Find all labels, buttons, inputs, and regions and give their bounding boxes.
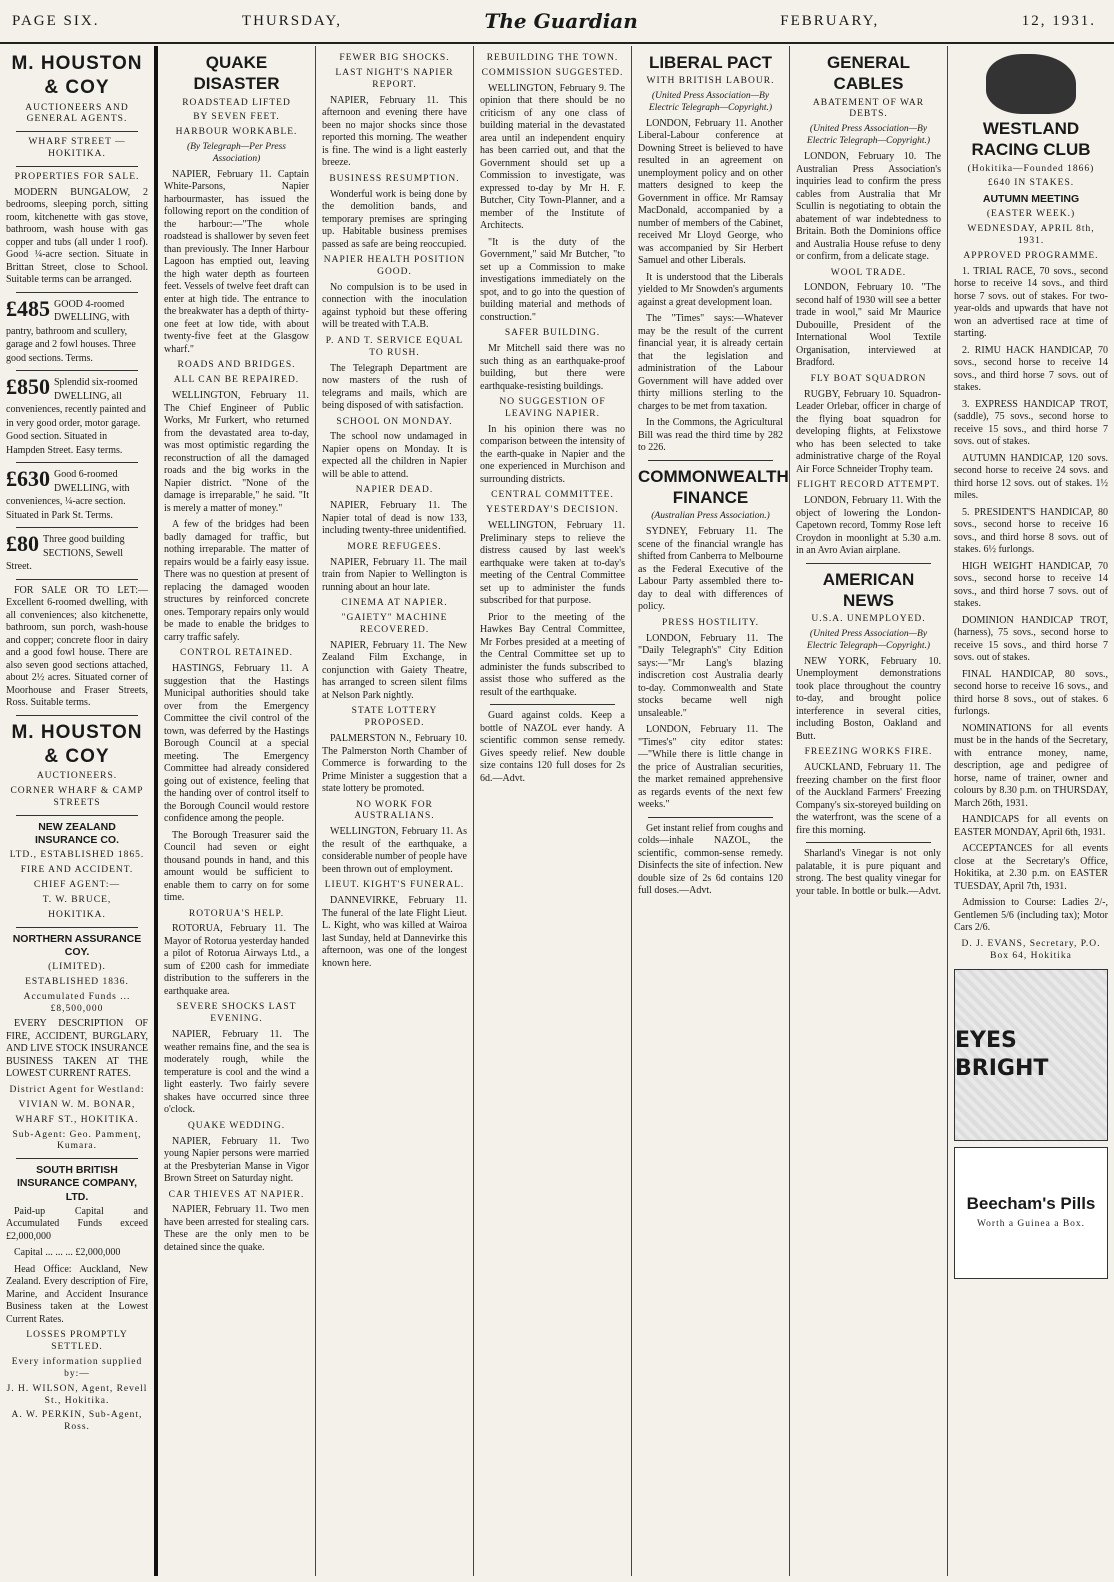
divider — [806, 563, 931, 564]
thieves-heading: CAR THIEVES AT NAPIER. — [168, 1189, 305, 1200]
byline: (Australian Press Association.) — [651, 511, 770, 522]
houston-title-2: M. HOUSTON & COY — [11, 721, 143, 767]
modern-bungalow-ad: MODERN BUNGALOW, 2 bedrooms, sleeping porch, sitting room, kitchenette with gas stove, bathroom, wash house with gas copper and tubs (all under 1 roof). Good ¼-acre section. Situate in Brittan Street, close to School. Suitable terms can be arranged. — [6, 186, 148, 286]
listing-80 — [6, 533, 148, 574]
handicaps: HANDICAPS for all events on EASTER MONDAY, April 6th, 1931. — [954, 814, 1108, 838]
wedding-heading: QUAKE WEDDING. — [187, 1120, 286, 1131]
liberal-pact-headline: LIBERAL PACT — [648, 53, 773, 72]
article-paragraph: WELLINGTON, February 11. As the result of the earthquake, a considerable number of people have been thrown out of employment. — [322, 826, 467, 875]
article-paragraph: HASTINGS, February 11. A suggestion that the Hastings Municipal authorities should take over from the Emergency Committee the civil control of the town, was deferred by the Hastings Borough Council at a special meeting. The Emergency Committee had already considered going out of existence, feeling that the handing over of control itself to the Borough Council would restore confidence among the people. — [164, 663, 309, 824]
divider — [16, 131, 138, 132]
byline: (United Press Association—By Electric Telegraph—Copyright.) — [806, 124, 931, 147]
nz-insurance-title: NEW ZEALAND INSURANCE CO. — [34, 821, 119, 847]
column-quake-disaster — [158, 46, 316, 1576]
nz-established: LTD., ESTABLISHED 1865. — [9, 850, 145, 861]
article-paragraph: LONDON, February 10. "The second half of 1930 will see a better trade in wool," said Mr Maurice Dubouille, President of the International Wool Textile Organisation, interviewed at Bradford. — [796, 282, 941, 369]
quake-headline: QUAKE DISASTER — [193, 53, 280, 94]
heading: SAFER BUILDING. — [504, 328, 601, 339]
article-paragraph: NAPIER, February 11. Two men have been arrested for stealing cars. These are the only men to be detained since the quake. — [164, 1204, 309, 1253]
race-entry: 3. EXPRESS HANDICAP TROT, (saddle), 75 sovs., second horse to receive 15 sovs., and third horse 7 sovs. out of stakes. — [954, 398, 1108, 448]
race-entry: FINAL HANDICAP, 80 sovs., second horse to receive 16 sovs., and third horse 8 sovs., out of stakes. 6 furlongs. — [954, 668, 1108, 718]
heading: REBUILDING THE TOWN. — [486, 53, 619, 63]
heading: FLIGHT RECORD ATTEMPT. — [797, 480, 940, 491]
heading: MORE REFUGEES. — [347, 541, 442, 552]
heading: COMMISSION SUGGESTED. — [481, 67, 624, 78]
agent-bruce: T. W. BRUCE, — [42, 894, 112, 905]
article-paragraph: WELLINGTON, February 9. The opinion that there should be no criticism of any one class of building material in the devastated area until an independent enquiry has been carried out, and that the Government should set up a Commission to investigate, was expressed to-day by Mr H. F. Butcher, City Town-Planner, and a member of the Institute of Architects. — [480, 82, 625, 232]
article-paragraph: WELLINGTON, February 11. The Chief Engineer of Public Works, Mr Furkert, who returned from the devastated area to-day, was most optimistic regarding the reconstruction of all the damaged roads and the big works in the Napier district. "None of the damage is irreparable," he said. "It is merely a matter of money." — [164, 390, 309, 514]
heading: FREEZING WORKS FIRE. — [804, 747, 933, 758]
racing-club-title: WESTLAND RACING CLUB — [971, 119, 1091, 160]
divider — [16, 815, 138, 816]
heading: STATE LOTTERY PROPOSED. — [351, 706, 438, 729]
article-paragraph: Wonderful work is being done by the demolition bands, and temporary premises are springing up. Habitable business premises passed as safe are being reoccupied. — [322, 188, 467, 250]
eyes-bright-title: EYES BRIGHT — [955, 1028, 1049, 1081]
heading: YESTERDAY'S DECISION. — [486, 505, 619, 516]
price-80: £80 — [6, 531, 39, 557]
rotorua-heading: ROTORUA'S HELP. — [188, 908, 285, 919]
heading: SCHOOL ON MONDAY. — [336, 416, 453, 427]
nazol-ad: Guard against colds. Keep a bottle of NAZOL ever handy. A scientific common sense remedy. Gives speedy relief. New double size contains 120 full doses for 2s 6d.—Advt. — [480, 710, 625, 784]
houston-title: M. HOUSTON & COY — [11, 53, 143, 98]
beechams-title: Beecham's Pills — [966, 1194, 1096, 1214]
auctioneers: AUCTIONEERS. — [36, 771, 118, 782]
heading: LAST NIGHT'S NAPIER REPORT. — [335, 67, 454, 90]
general-cables-headline: GENERAL CABLES — [826, 53, 911, 94]
heading: "GAIETY" MACHINE RECOVERED. — [341, 613, 448, 635]
article-paragraph: No compulsion is to be used in connection with the inoculation against typhoid but these offering will be treated with T.A.B. — [322, 281, 467, 331]
agent-wilson: J. H. WILSON, Agent, Revell St., Hokitika. — [6, 1383, 148, 1406]
column-advertisements — [0, 46, 158, 1576]
divider — [16, 370, 138, 371]
sharland-ad: Sharland's Vinegar is not only palatable, it is pure piquant and strong. The best quality vinegar for your table. In bottle or bulk.—Advt. — [796, 848, 941, 897]
properties-heading: PROPERTIES FOR SALE. — [14, 172, 140, 182]
severe-heading: SEVERE SHOCKS LAST EVENING. — [176, 1002, 297, 1025]
text-630: Good 6-roomed DWELLING, with conveniences, ¼-acre section. Situated in Park St. Terms. — [6, 469, 130, 521]
south-british-title: SOUTH BRITISH INSURANCE COMPANY, LTD. — [17, 1164, 137, 1203]
beechams-slogan: Worth a Guinea a Box. — [976, 1219, 1086, 1230]
northern-assurance-title: NORTHERN ASSURANCE COY. — [12, 932, 142, 958]
text-485: GOOD 4-roomed DWELLING, with pantry, bathroom and scullery, garage and 2 fowl houses. Three good sections. Terms. — [6, 298, 136, 364]
heading: NO WORK FOR AUSTRALIANS. — [354, 799, 435, 822]
divider — [16, 927, 138, 928]
article-paragraph: The "Times" says:—Whatever may be the result of the current financial year, it is already certain that the legislation and administration of the Labour Government will have added over thirty millions sterling to the charges to be met from taxation. — [638, 313, 783, 412]
secretary: D. J. EVANS, Secretary, P.O. Box 64, Hokitika — [961, 938, 1101, 961]
divider — [16, 527, 138, 528]
divider — [648, 460, 773, 461]
race-entry: DOMINION HANDICAP TROT, (harness), 75 sovs., second horse to receive 15 sovs., and third horse 7 sovs. out of stakes. — [954, 614, 1108, 664]
subheading: WITH BRITISH LABOUR. — [646, 76, 775, 87]
page-number: PAGE SIX. — [12, 12, 100, 29]
article-paragraph: SYDNEY, February 11. The scene of the financial wrangle has shifted from Canberra to Melbourne as the Federal Executive of the Labour Party assembled there to-day to deal with differences of policy. — [638, 526, 783, 613]
article-paragraph: NEW YORK, February 10. Unemployment demonstrations took place throughout the country to-day, and brought police interference in several cities, including Boston, Oakland and Butt. — [796, 655, 941, 742]
racehorse-illustration-icon — [986, 54, 1076, 114]
info-supplied: Every information supplied by:— — [11, 1356, 143, 1379]
quake-sub3: HARBOUR WORKABLE. — [175, 127, 298, 138]
corner-streets: CORNER WHARF & CAMP STREETS — [10, 786, 144, 809]
founded: (Hokitika—Founded 1866) — [967, 163, 1095, 174]
control-heading: CONTROL RETAINED. — [180, 648, 293, 659]
race-entry: 2. RIMU HACK HANDICAP, 70 sovs., second horse to receive 14 sovs., and third horse 7 sovs. out of stakes. — [954, 344, 1108, 394]
acceptances: ACCEPTANCES for all events close at the Secretary's Office, Hokitika, at 2.30 p.m. on EASTER TUESDAY, April 7th, 1931. — [954, 843, 1108, 892]
beechams-pills-ad — [954, 1147, 1108, 1279]
sub-agent: Sub-Agent: Geo. Pammenţ, Kumara. — [12, 1129, 142, 1152]
article-paragraph: Mr Mitchell said there was no such thing as an earthquake-proof building, but there were earthquake-resisting buildings. — [480, 343, 625, 392]
article-paragraph: LONDON, February 11. With the object of lowering the London-Capetown record, Tommy Rose left Croydon in moonlight at 5.30 a.m. in an Avro Avian airplane. — [796, 495, 941, 557]
heading: WOOL TRADE. — [830, 267, 907, 278]
subheading: ABATEMENT OF WAR DEBTS. — [812, 97, 925, 120]
heading: LIEUT. KIGHT'S FUNERAL. — [324, 880, 465, 891]
every-description: EVERY DESCRIPTION OF FIRE, ACCIDENT, BURGLARY, AND LIVE STOCK INSURANCE BUSINESS TAKEN AT THE LOWEST CURRENT RATES. — [6, 1018, 148, 1080]
heading: U.S.A. UNEMPLOYED. — [811, 614, 926, 625]
masthead-month: FEBRUARY, — [780, 12, 880, 29]
masthead-date: 12, 1931. — [1021, 12, 1096, 29]
race-entry: AUTUMN HANDICAP, 120 sovs. second horse to receive 24 sovs. and third horse 12 sovs. out of stakes. 1½ miles. — [954, 452, 1108, 502]
wharf-st-hokitika: WHARF ST., HOKITIKA. — [15, 1114, 139, 1125]
article-paragraph: RUGBY, February 10. Squadron-Leader Orlebar, officer in charge of the flying boat squadron for developing flights, at Felixstowe who has been selected to take administrative charge of the Royal Air Force Schneider Trophy team. — [796, 388, 941, 475]
article-paragraph: Prior to the meeting of the Hawkes Bay Central Committee, Mr Forbes presided at a meeting of the Central Committee set up to administer the funds subscribed to assist those who suffered as the result of the earthquake. — [480, 611, 625, 698]
byline: (United Press Association—By Electric Telegraph—Copyright.) — [648, 91, 773, 113]
fire-accident: FIRE AND ACCIDENT. — [20, 865, 134, 876]
heading: CENTRAL COMMITTEE. — [491, 490, 614, 501]
losses-settled: LOSSES PROMPTLY SETTLED. — [26, 1330, 128, 1352]
wharf-street: WHARF STREET — HOKITIKA. — [28, 137, 126, 160]
column-napier-reports — [316, 46, 474, 1576]
divider — [16, 579, 138, 580]
listing-850 — [6, 376, 148, 457]
masthead-day: THURSDAY, — [241, 12, 343, 29]
capital: Capital ... ... ... £2,000,000 — [14, 1247, 121, 1259]
divider — [806, 842, 931, 843]
eyes-bright-ad — [954, 969, 1108, 1141]
heading: PRESS HOSTILITY. — [661, 617, 760, 628]
admission: Admission to Course: Ladies 2/-, Gentlemen 5/6 (including tax); Motor Cars 2/6. — [954, 897, 1108, 934]
accumulated-funds: Accumulated Funds ... £8,500,000 — [23, 991, 131, 1014]
divider — [16, 715, 138, 716]
divider — [16, 462, 138, 463]
column-racing-club — [948, 46, 1114, 1576]
article-paragraph: NAPIER, February 11. The mail train from Napier to Wellington is running about an hour late. — [322, 556, 467, 593]
for-sale-ad: FOR SALE OR TO LET:—Excellent 6-roomed dwelling, with all conveniences; also kitchenette, bathroom, sun porch, wash-house and copper; concrete floor in dairy and a good fowl house. There are also seven good sections attached, about 2½ acres. Situated corner of Moorhouse and Fraser Streets, Ross. Suitable terms. — [6, 584, 148, 709]
nominations: NOMINATIONS for all events must be in the hands of the Secretary, with entrance money, name, description, age and pedigree of horse, name of trainer, owner and colours by 8.30 p.m. on THURSDAY, March 26th, 1931. — [954, 722, 1108, 809]
article-paragraph: A few of the bridges had been badly damaged for traffic, but nothing irreparable. The matter of repairs would be a fairly easy issue. There was no question at present of replacing the damaged wooden structures by reinforced concrete ones. Temporary repairs only would be made to enable the bridges to carry traffic safely. — [164, 519, 309, 643]
masthead — [0, 0, 1114, 44]
article-paragraph: AUCKLAND, February 11. The freezing chamber on the first floor of the Auckland Farmers' Freezing Company's six-storeyed building on the waterfront, was the scene of a fire this morning. — [796, 762, 941, 836]
column-liberal-pact — [632, 46, 790, 1576]
northern-established: ESTABLISHED 1836. — [25, 976, 129, 987]
article-paragraph: In the Commons, the Agricultural Bill was read the third time by 282 to 226. — [638, 417, 783, 454]
column-general-cables — [790, 46, 948, 1576]
heading: NAPIER HEALTH POSITION GOOD. — [323, 255, 466, 277]
divider — [648, 817, 773, 818]
article-paragraph: LONDON, February 10. The Australian Press Association's inquiries lead to confirm the press cables from Australia that Mr Scullin is negotiating to obtain the abatement of war indebtedness to Britain. Both the Dominions office and Australia House refuse to deny or confirm, from a delicate stage. — [796, 151, 941, 262]
race-entry: HIGH WEIGHT HANDICAP, 70 sovs., second horse to receive 14 sovs., and third horse 7 sovs. out of stakes. — [954, 560, 1108, 610]
divider — [16, 1158, 138, 1159]
northern-limited: (LIMITED). — [48, 961, 106, 972]
price-850: £850 — [6, 374, 50, 400]
article-paragraph: LONDON, February 11. Another Liberal-Labour conference at Downing Street is believed to have resulted in an agreement on unemployment policy and on other matters designed to keep the Government in office. Mr Ramsay MacDonald, accompanied by a number of members of the Cabinet, received Mr Lloyd George, who was accompanied by Sir Herbert Samuel and other Liberals. — [638, 117, 783, 267]
text-80: Three good building SECTIONS, Sewell Street. — [6, 534, 125, 573]
autumn-meeting: AUTUMN MEETING — [982, 193, 1080, 206]
heading: P. AND T. SERVICE EQUAL TO RUSH. — [325, 335, 464, 358]
article-paragraph: LONDON, February 11. The "Daily Telegraph's" City Edition says:—"Mr Lang's blazing indiscretion cost Australia dearly to-day. Commonwealth and State stocks became well nigh unsaleable." — [638, 632, 783, 719]
page-columns — [0, 46, 1114, 1576]
divider — [16, 166, 138, 167]
houston-subtitle: AUCTIONEERS AND GENERAL AGENTS. — [25, 102, 129, 125]
commonwealth-finance-headline: COMMONWEALTH FINANCE — [638, 466, 789, 508]
heading: BUSINESS RESUMPTION. — [329, 173, 460, 184]
heading: FEWER BIG SHOCKS. — [339, 53, 450, 63]
column-rebuilding — [474, 46, 632, 1576]
byline: (United Press Association—By Electric Telegraph—Copyright.) — [806, 629, 931, 651]
divider — [16, 292, 138, 293]
stakes: £640 IN STAKES. — [987, 178, 1075, 189]
agent-perkin: A. W. PERKIN, Sub-Agent, Ross. — [11, 1410, 143, 1433]
nazol-ad-2: Get instant relief from coughs and colds—inhale NAZOL, the scientific, common-sense remedy. Disinfects the site of infection. New double size of 2s 6d contains 120 full doses.—Advt. — [638, 822, 783, 897]
heading: FLY BOAT SQUADRON — [810, 373, 927, 384]
text-850: Splendid six-roomed DWELLING, all conveniences, recently painted and in very good order, motor garage. Good section. Situated in Hampden Street. Easy terms. — [6, 377, 146, 456]
article-paragraph: NAPIER, February 11. The Napier total of dead is now 133, including twenty-three unidentified. — [322, 500, 467, 537]
article-paragraph: PALMERSTON N., February 10. The Palmerston North Chamber of Commerce is forwarding to the Prime Minister a suggestion that a state lottery be promoted. — [322, 733, 467, 794]
paid-up-capital: Paid-up Capital and Accumulated Funds exceed £2,000,000 — [6, 1205, 148, 1242]
heading: NO SUGGESTION OF LEAVING NAPIER. — [499, 397, 606, 419]
byline: (By Telegraph—Per Press Association) — [186, 142, 287, 164]
heading: CINEMA AT NAPIER. — [341, 598, 448, 609]
race-entry: 1. TRIAL RACE, 70 sovs., second horse to receive 14 sovs., and third horse 7 sovs. out of stakes. For two-year-olds and upwards that have not won an advertised race at time of starting. — [954, 265, 1108, 340]
article-paragraph: The Telegraph Department are now masters of the rush of telegrams and mails, which are being disposed of with satisfaction. — [322, 362, 467, 411]
listing-485 — [6, 295, 148, 366]
article-paragraph: DANNEVIRKE, February 11. The funeral of the late Flight Lieut. L. Kight, who was killed at Wairoa last Sunday, held at Dannevirke this afternoon, was one of the longest known here. — [322, 895, 467, 969]
article-paragraph: It is understood that the Liberals yielded to Mr Snowden's arguments against a great development loan. — [638, 271, 783, 308]
head-office: Head Office: Auckland, New Zealand. Every description of Fire, Marine, and Accident Insurance Business taken at the Lowest Current Rates. — [6, 1263, 148, 1325]
article-paragraph: NAPIER, February 11. The New Zealand Film Exchange, in conjunction with Gaiety Theatre, has arranged to screen silent films at Nelson Park nightly. — [322, 639, 467, 701]
heading: NAPIER DEAD. — [355, 485, 434, 496]
approved-programme: APPROVED PROGRAMME. — [963, 251, 1099, 261]
newspaper-title: The Guardian — [484, 9, 638, 33]
article-paragraph: NAPIER, February 11. The weather remains fine, and the sea is moderately rough, while the temperature is cool and the wind a light easterly. Two fairly severe shakes have occurred since three o'clock. — [164, 1029, 309, 1116]
article-paragraph: "It is the duty of the Government," said Mr Butcher, "to set up a Commission to make investigations immediately on the spot, and to go into the question of building material and methods of construction." — [480, 236, 625, 323]
article-paragraph: NAPIER, February 11. Two young Napier persons were married at the Presbyterian Manse in Vigor Brown Street on Saturday night. — [164, 1135, 309, 1184]
american-news-headline: AMERICAN NEWS — [822, 569, 915, 610]
price-630: £630 — [6, 466, 50, 492]
agent-town: HOKITIKA. — [48, 909, 106, 920]
easter-week: (EASTER WEEK.) — [986, 209, 1076, 220]
article-paragraph: In his opinion there was no comparison between the intensity of the earth-quake in Napier and the one experienced in Murchison and surrounding districts. — [480, 423, 625, 485]
agent-bonar: VIVIAN W. M. BONAR, — [18, 1099, 136, 1110]
listing-630 — [6, 468, 148, 522]
district-agent: District Agent for Westland: — [9, 1084, 145, 1095]
roads-subheading: ALL CAN BE REPAIRED. — [173, 375, 300, 386]
quake-sub2: BY SEVEN FEET. — [193, 112, 280, 123]
article-paragraph: LONDON, February 11. The "Times's" city editor states:—"While there is little change in the price of Australian securities, the market remained apprehensive as regards events of the next few weeks." — [638, 724, 783, 811]
meeting-dates: WEDNESDAY, APRIL 8th, 1931. — [967, 224, 1095, 247]
article-paragraph: NAPIER, February 11. This afternoon and evening there have been no major shocks since those reported this morning. The weather is fine. The wind is a light easterly breeze. — [322, 94, 467, 169]
article-paragraph: The Borough Treasurer said the Council had seven or eight thousand pounds in hand, and this amount would be sufficient to enable them to carry on for some time. — [164, 829, 309, 903]
quake-sub1: ROADSTEAD LIFTED — [182, 97, 291, 108]
article-paragraph: NAPIER, February 11. Captain White-Parsons, Napier harbourmaster, has issued the following report on the condition of the harbour:—"The whole roadstead is shallower by seven feet than previously. The Inner Harbour Lagoon has emptied out, leaving the high water depth as fourteen feet. Vessels of twelve feet draft can enter at high tide. The entrance to the breakwater has a depth of thirty-one feet at low tide, with about twenty-five feet at the Glasgow wharf." — [164, 168, 309, 355]
price-485: £485 — [6, 295, 50, 321]
article-paragraph: The school now undamaged in Napier opens on Monday. It is expected all the children in Napier will be able to attend. — [322, 431, 467, 480]
race-entry: 5. PRESIDENT'S HANDICAP, 80 sovs., second horse to receive 16 sovs., and third horse 8 sovs. out of stakes. 6½ furlongs. — [954, 506, 1108, 556]
article-paragraph: WELLINGTON, February 11. Preliminary steps to relieve the distress caused by last week's earthquake were taken at to-day's meeting of the Central Committee set up to administer the funds subscribed for that purpose. — [480, 520, 625, 607]
roads-heading: ROADS AND BRIDGES. — [177, 360, 296, 371]
chief-agent-label: CHIEF AGENT:— — [33, 880, 121, 890]
divider — [490, 704, 615, 705]
article-paragraph: ROTORUA, February 11. The Mayor of Rotorua yesterday handed a pilot of Rotorua Airways Ltd., a sum of £200 cash for immediate distribution to the sufferers in the earthquake area. — [164, 923, 309, 997]
